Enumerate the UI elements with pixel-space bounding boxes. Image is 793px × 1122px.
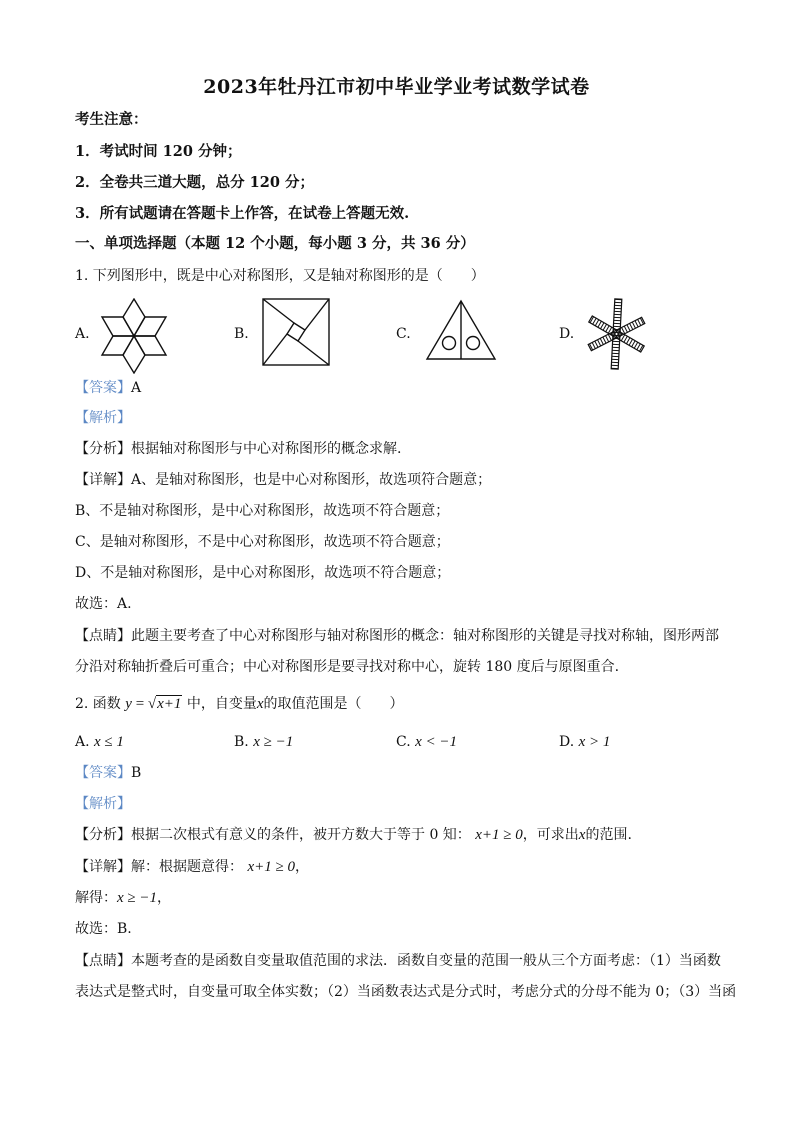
dianjing-text: 本题考查的是函数自变量取值范围的求法．函数自变量的范围一般从三个方面考虑：（1）当函数 [131, 953, 721, 969]
q1-dianjing-2: 分沿对称轴折叠后可重合；中心对称图形是要寻找对称中心，旋转 180 度后与原图重合. [75, 659, 620, 675]
answer-value: A [131, 380, 142, 396]
q2-option-c [396, 732, 457, 752]
solve-pre: 解得： [75, 890, 117, 906]
xiangjie-tag: 【详解】 [75, 472, 131, 488]
xiangjie-end: ， [294, 859, 309, 875]
fenxi-end: 的范围. [585, 827, 632, 843]
triangle-two-circles-icon [425, 299, 497, 361]
q2-choose: 故选：B. [75, 921, 132, 937]
option-label: D. [559, 734, 575, 750]
notice-item-1: 1．考试时间 120 分钟； [75, 143, 242, 160]
q1-option-b-label: B. [234, 326, 249, 342]
q1-xiangjie [75, 470, 491, 490]
q1-detail-b: B、不是轴对称图形，是中心对称图形，故选项不符合题意； [75, 503, 450, 519]
q1-dianjing-1 [75, 626, 719, 646]
q2-stem-end: 的取值范围是（ ） [263, 696, 404, 712]
q1-detail-d: D、不是轴对称图形，是中心对称图形，故选项不符合题意； [75, 565, 451, 581]
option-label: C. [396, 734, 411, 750]
q2-dianjing-1 [75, 951, 721, 971]
q2-option-a [75, 732, 124, 752]
solve-end: ， [157, 890, 172, 906]
answer-tag: 【答案】 [75, 380, 131, 396]
q2-xiangjie [75, 857, 309, 877]
q2-option-d [559, 732, 610, 752]
pinwheel-square-icon [261, 297, 331, 367]
analysis-tag: 【解析】 [75, 410, 131, 426]
q2-solve [75, 888, 171, 908]
option-label: A. [75, 734, 90, 750]
q2-stem-post: 中，自变量 [186, 696, 257, 712]
xiangjie-text: A、是轴对称图形，也是中心对称图形，故选项符合题意； [131, 472, 492, 488]
analysis-tag: 【解析】 [75, 796, 131, 812]
q2-var-x: x [256, 696, 264, 712]
fenxi-tag: 【分析】 [75, 441, 131, 457]
notice-item-2: 2．全卷共三道大题，总分 120 分； [75, 174, 314, 191]
q1-detail-c: C、是轴对称图形，不是中心对称图形，故选项不符合题意； [75, 534, 450, 550]
fenxi-post: ，可求出 [522, 827, 579, 843]
fenxi-x: x [578, 827, 586, 843]
q1-stem: 1. 下列图形中，既是中心对称图形，又是轴对称图形的是（ ） [75, 268, 485, 284]
exam-title: 2023年牡丹江市初中毕业学业考试数学试卷 [203, 76, 590, 98]
xiangjie-text: 解：根据题意得： [131, 859, 243, 875]
hatched-six-arm-star-icon [586, 298, 648, 370]
section-heading: 一、单项选择题（本题 12 个小题，每小题 3 分，共 36 分） [75, 235, 475, 252]
fenxi-text: 根据二次根式有意义的条件，被开方数大于等于 0 知： [131, 827, 471, 843]
option-label: B. [234, 734, 249, 750]
q1-fenxi [75, 439, 401, 459]
option-expr: x > 1 [578, 734, 611, 750]
solve-math: x ≥ −1 [117, 890, 158, 906]
q1-option-a-label: A. [75, 326, 90, 342]
dianjing-tag: 【点睛】 [75, 628, 131, 644]
xiangjie-tag: 【详解】 [75, 859, 131, 875]
q2-stem-pre: 2. 函数 [75, 696, 121, 712]
fenxi-text: 根据轴对称图形与中心对称图形的概念求解. [131, 441, 402, 457]
xiangjie-math: x+1 ≥ 0 [247, 859, 295, 875]
answer-tag: 【答案】 [75, 765, 131, 781]
notice-item-3: 3．所有试题请在答题卡上作答，在试卷上答题无效. [75, 205, 410, 222]
q1-option-d-label: D. [559, 326, 575, 342]
q2-var-y: y [125, 696, 132, 712]
q2-radicand: x+1 [157, 696, 182, 712]
q2-analysis-heading [75, 794, 131, 814]
q2-stem: 2. 函数 y = √x+1 中，自变量x的取值范围是（ ） [75, 696, 404, 712]
fenxi-tag: 【分析】 [75, 827, 131, 843]
q2-eq: = [131, 696, 148, 712]
q1-analysis-heading [75, 408, 131, 428]
dianjing-tag: 【点睛】 [75, 953, 131, 969]
q2-fenxi [75, 825, 632, 845]
option-expr: x ≥ −1 [253, 734, 294, 750]
q1-choose: 故选：A. [75, 596, 132, 612]
option-expr: x < −1 [415, 734, 458, 750]
q2-option-b [234, 732, 293, 752]
dianjing-text: 此题主要考查了中心对称图形与轴对称图形的概念：轴对称图形的关键是寻找对称轴，图形两部 [131, 628, 719, 644]
q1-answer [75, 378, 141, 398]
fenxi-math: x+1 ≥ 0 [475, 827, 523, 843]
notice-heading: 考生注意： [75, 111, 148, 128]
answer-value: B [131, 765, 142, 781]
q2-dianjing-2: 表达式是整式时，自变量可取全体实数；（2）当函数表达式是分式时，考虑分式的分母不能为 0；（3）当函 [75, 984, 737, 1000]
q1-option-c-label: C. [396, 326, 411, 342]
six-rhombus-star-icon [100, 298, 168, 374]
option-expr: x ≤ 1 [94, 734, 124, 750]
q2-answer [75, 763, 141, 783]
